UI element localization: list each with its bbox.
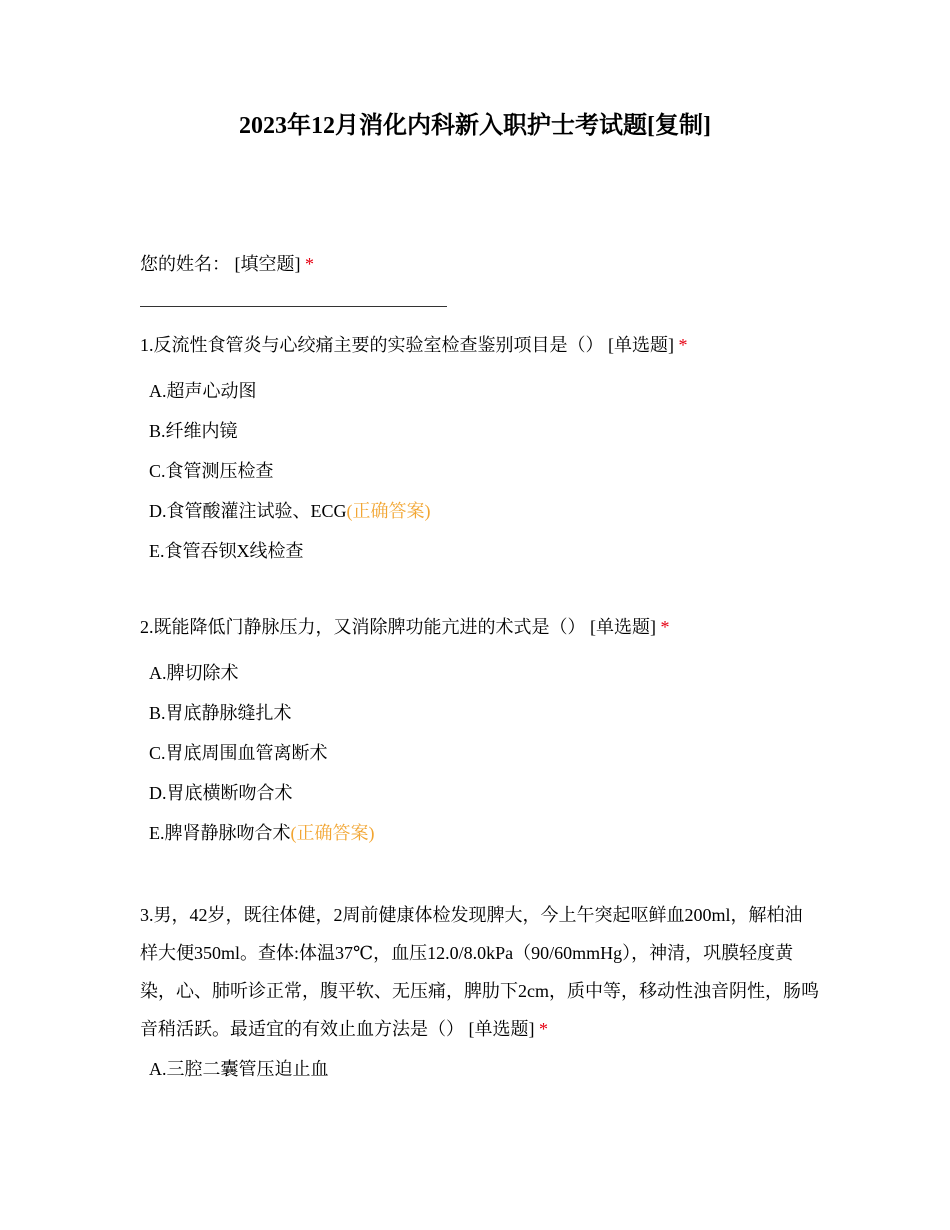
page-title: 2023年12月消化内科新入职护士考试题[复制] [239,113,711,139]
question-1 [140,333,688,357]
option-text: A.三腔二囊管压迫止血 [149,1059,329,1079]
option-text: B.纤维内镜 [149,421,238,441]
option-1b[interactable] [149,419,238,443]
required-mark: * [678,335,688,355]
question-3 [140,896,820,1048]
name-input-blank[interactable] [140,306,447,307]
option-text: A.脾切除术 [149,663,239,683]
option-text: C.胃底周围血管离断术 [149,743,328,763]
option-text: D.食管酸灌注试验、ECG [149,501,347,521]
option-text: E.脾肾静脉吻合术 [149,823,291,843]
option-2d[interactable] [149,781,293,805]
option-2b[interactable] [149,701,292,725]
option-text: B.胃底静脉缝扎术 [149,703,292,723]
question-type: [单选题] [468,1019,535,1039]
option-1c[interactable] [149,459,274,483]
option-2c[interactable] [149,741,328,765]
option-text: A.超声心动图 [149,381,257,401]
correct-answer-mark: (正确答案) [346,501,431,521]
option-text: C.食管测压检查 [149,461,274,481]
question-type: [填空题] [234,254,301,274]
option-1e[interactable] [149,539,304,563]
question-type: [单选题] [590,617,656,637]
option-2a[interactable] [149,661,239,685]
question-prompt: 1.反流性食管炎与心绞痛主要的实验室检查鉴别项目是（） [140,335,604,355]
question-prompt: 3.男，42岁，既往体健，2周前健康体检发现脾大，今上午突起呕鲜血200ml，解柏油样大便350ml。查体:体温37℃，血压12.0/8.0kPa（90/60mmHg），神清，巩膜轻度黄染，心、肺听诊正常，腹平软、无压痛，脾肋下2cm，质中等，移动性浊音阴性，肠鸣音稍活跃。最适宜的有效止血方法是（） [140,905,819,1039]
option-1d[interactable] [149,499,431,523]
required-mark: * [305,254,314,274]
name-label: 您的姓名： [140,254,230,274]
required-mark: * [660,617,670,637]
option-3a[interactable] [149,1057,329,1081]
required-mark: * [539,1019,548,1039]
correct-answer-mark: (正确答案) [290,823,375,843]
question-prompt: 2.既能降低门静脉压力，又消除脾功能亢进的术式是（） [140,617,586,637]
question-2 [140,615,670,639]
question-type: [单选题] [608,335,674,355]
option-text: E.食管吞钡X线检查 [149,541,304,561]
option-1a[interactable] [149,379,257,403]
option-text: D.胃底横断吻合术 [149,783,293,803]
option-2e[interactable] [149,821,375,845]
name-question [140,252,314,276]
